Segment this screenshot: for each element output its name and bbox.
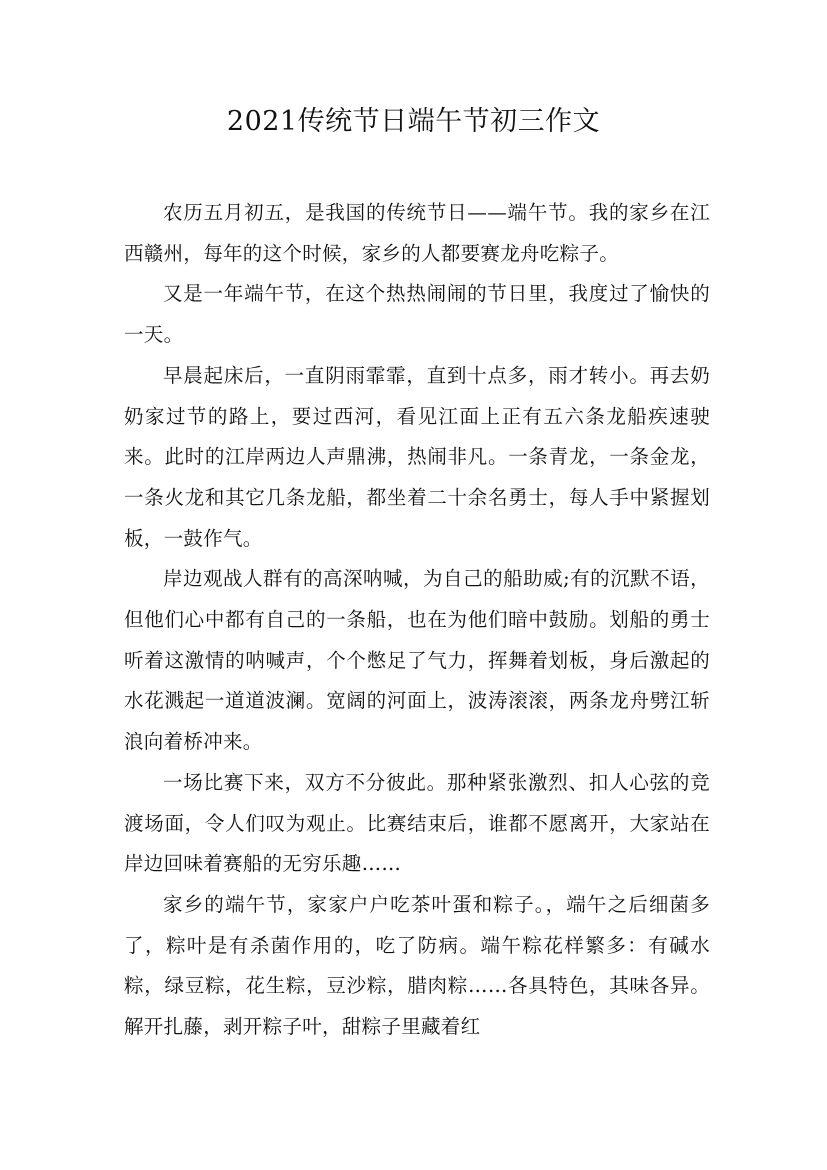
document-title: 2021传统节日端午节初三作文	[226, 106, 601, 137]
article-body	[124, 193, 710, 1048]
paragraph-3: 早晨起床后，一直阴雨霏霏，直到十点多，雨才转小。再去奶奶家过节的路上，要过西河，看见江面上正有五六条龙船疾速驶来。此时的江岸两边人声鼎沸，热闹非凡。一条青龙，一条金龙，一条火龙和其它几条龙船，都坐着二十余名勇士，每人手中紧握划板，一鼓作气。	[124, 363, 710, 550]
paragraph-2: 又是一年端午节，在这个热热闹闹的节日里，我度过了愉快的一天。	[124, 282, 710, 347]
paragraph-4: 岸边观战人群有的高深呐喊，为自己的船助威;有的沉默不语，但他们心中都有自己的一条船，也在为他们暗中鼓励。划船的勇士听着这激情的呐喊声，个个憋足了气力，挥舞着划板，身后激起的水花溅起一道道波澜。宽阔的河面上，波涛滚滚，两条龙舟劈江斩浪向着桥冲来。	[124, 567, 710, 754]
paragraph-6: 家乡的端午节，家家户户吃茶叶蛋和粽子。，端午之后细菌多了，粽叶是有杀菌作用的，吃了防病。端午粽花样繁多：有碱水粽，绿豆粽，花生粽，豆沙粽，腊肉粽……各具特色，其味各异。解开扎藤，剥开粽子叶，甜粽子里藏着红	[124, 892, 710, 1039]
paragraph-5: 一场比赛下来，双方不分彼此。那种紧张激烈、扣人心弦的竞渡场面，令人们叹为观止。比赛结束后，谁都不愿离开，大家站在岸边回味着赛船的无穷乐趣……	[124, 770, 710, 876]
paragraph-1: 农历五月初五，是我国的传统节日——端午节。我的家乡在江西赣州，每年的这个时候，家乡的人都要赛龙舟吃粽子。	[124, 201, 710, 265]
